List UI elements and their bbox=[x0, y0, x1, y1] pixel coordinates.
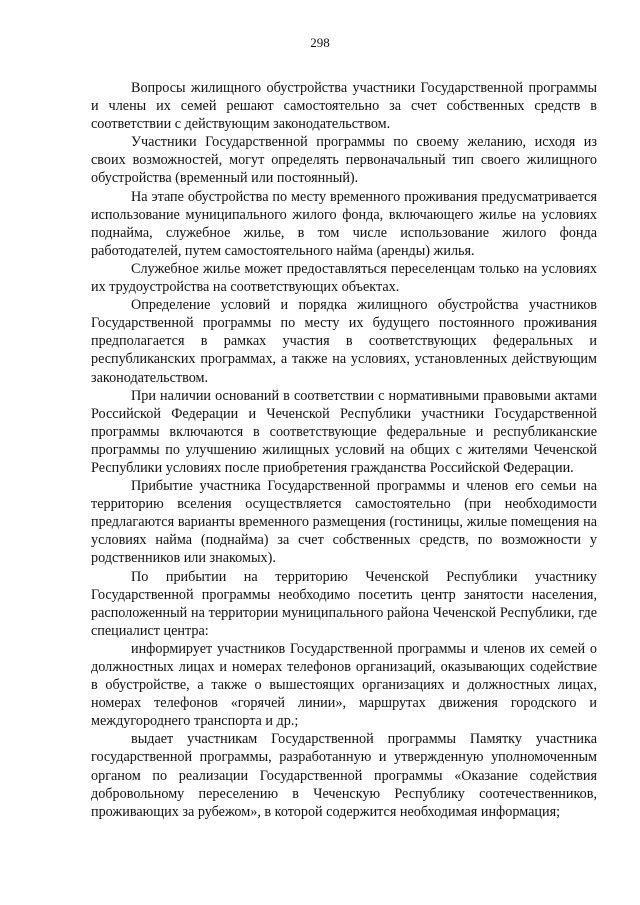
paragraph: При наличии оснований в соответствии с нормативными правовыми актами Российской Федерации и Чеченской Республики участники Государственной программы включаются в соответствующие федеральные и республиканские программы по улучшению жилищных условий на общих с жителями Чеченской Республики условиях после приобретения гражданства Российской Федерации. bbox=[91, 387, 597, 476]
paragraph: По прибытии на территорию Чеченской Республики участнику Государственной программы необходимо посетить центр занятости населения, расположенный на территории муниципального района Чеченской Республики, где специалист центра: bbox=[91, 568, 597, 639]
paragraph: Прибытие участника Государственной программы и членов его семьи на территорию вселения осуществляется самостоятельно (при необходимости предлагаются варианты временного размещения (гостиницы, жилые помещения на условиях найма (поднайма) за счет собственных средств, по возможности у родственников или знакомых). bbox=[91, 478, 597, 567]
page-number: 298 bbox=[310, 35, 330, 50]
list-item: выдает участникам Государственной программы Памятку участника государственной программы, разработанную и утвержденную уполномоченным органом по реализации Государственной программы «Оказание содействия добровольному переселению в Чеченскую Республику соотечественников, проживающих за рубежом», в которой содержится необходимая информация; bbox=[91, 731, 597, 820]
document-body bbox=[91, 79, 597, 821]
paragraph: На этапе обустройства по месту временного проживания предусматривается использование муниципального жилого фонда, включающего жилье на условиях поднайма, служебное жилье, в том числе использование жилого фонда работодателей, путем самостоятельного найма (аренды) жилья. bbox=[91, 188, 597, 259]
paragraph: Определение условий и порядка жилищного обустройства участников Государственной программы по месту их будущего постоянного проживания предполагается в рамках участия в соответствующих федеральных и республиканских программах, а также на условиях, установленных действующим законодательством. bbox=[91, 297, 597, 386]
paragraph: Служебное жилье может предоставляться переселенцам только на условиях их трудоустройства на соответствующих объектах. bbox=[91, 260, 597, 296]
list-item: информирует участников Государственной программы и членов их семей о должностных лицах и номерах телефонов организаций, оказывающих содействие в обустройстве, а также о вышестоящих организациях и должностных лицах, номерах телефонов «горячей линии», маршрутах движения городского и междугороднего транспорта и др.; bbox=[91, 640, 597, 730]
paragraph: Вопросы жилищного обустройства участники Государственной программы и члены их семей решают самостоятельно за счет собственных средств в соответствии с действующим законодательством. bbox=[91, 80, 597, 133]
paragraph: Участники Государственной программы по своему желанию, исходя из своих возможностей, могут определять первоначальный тип своего жилищного обустройства (временный или постоянный). bbox=[91, 134, 597, 187]
